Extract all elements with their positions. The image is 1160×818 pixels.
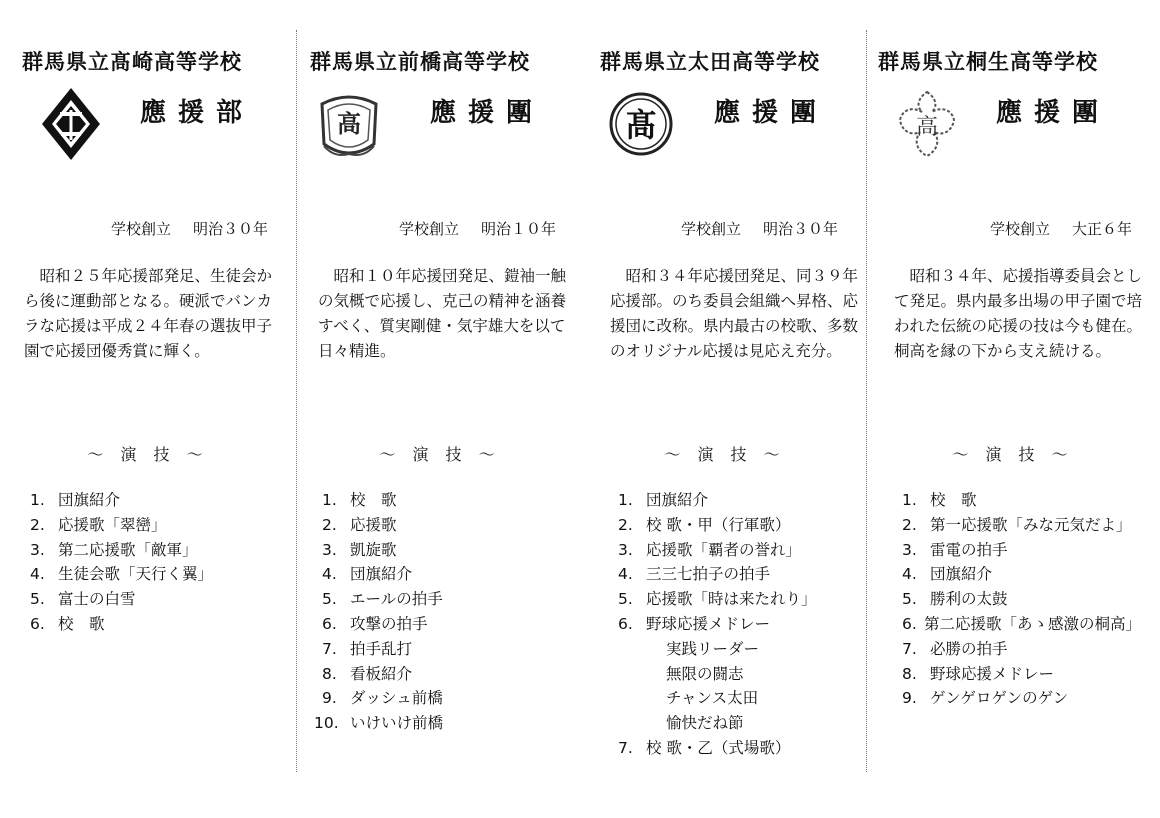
item-number: 9. xyxy=(322,689,337,708)
list-item xyxy=(322,587,443,612)
item-label: 野球応援メドレー xyxy=(930,664,1055,683)
list-item xyxy=(618,562,817,587)
founded-label: 学校創立 xyxy=(110,220,171,238)
list-item xyxy=(618,513,817,538)
list-item xyxy=(30,538,213,563)
description: 昭和３４年、応援指導委員会として発足。県内最多出場の甲子園で培われた伝統の応援の技は今も健在。桐高を縁の下から支え続ける。 xyxy=(894,267,1143,360)
list-item xyxy=(322,513,443,538)
program-heading: ～ 演 技 ～ xyxy=(379,445,501,464)
item-number: 1. xyxy=(322,491,337,509)
school-name: 群馬県立太田高等学校 xyxy=(600,49,820,74)
program-list xyxy=(30,488,213,637)
team-name: 應援團 xyxy=(714,98,829,128)
founded xyxy=(681,218,838,239)
list-item xyxy=(322,488,443,513)
ota-emblem-icon xyxy=(606,84,676,164)
item-label: 三三七拍子の拍手 xyxy=(646,565,771,584)
maebashi-emblem-icon xyxy=(314,84,384,164)
item-label: 必勝の拍手 xyxy=(930,639,1008,658)
team-name: 應援團 xyxy=(996,98,1111,128)
founded-label: 学校創立 xyxy=(989,220,1050,238)
founded xyxy=(990,218,1132,239)
founded-year: 明治３０年 xyxy=(762,220,838,238)
item-number: 7. xyxy=(902,639,917,658)
item-label: 応援歌「覇者の誉れ」 xyxy=(646,540,802,559)
item-number: 3. xyxy=(322,540,337,559)
list-item xyxy=(902,488,1141,513)
item-number: 6. xyxy=(618,614,633,633)
item-number: 2. xyxy=(30,515,45,534)
program-heading: ～ 演 技 ～ xyxy=(952,445,1074,464)
school-column-kiryu xyxy=(866,0,1160,818)
list-item xyxy=(30,513,213,538)
item-label: 凱旋歌 xyxy=(350,540,397,559)
emblem-text: 高 xyxy=(337,109,361,138)
item-label: 団旗紹介 xyxy=(350,565,413,584)
item-number: 6. xyxy=(322,614,337,633)
medley-item: チャンス太田 xyxy=(666,689,759,708)
item-label: 校 歌・乙（式場歌） xyxy=(646,738,791,757)
description: 昭和２５年応援部発足、生徒会から後に運動部となる。硬派でバンカラな応援は平成２４年春の選抜甲子園で応援団優秀賞に輝く。 xyxy=(24,267,273,360)
team-name: 應援團 xyxy=(430,98,545,128)
item-label: 校 歌 xyxy=(350,491,397,509)
item-label: 応援歌 xyxy=(350,515,397,534)
item-number: 4. xyxy=(618,565,633,584)
program-heading: ～ 演 技 ～ xyxy=(664,445,786,464)
founded-year: 明治３０年 xyxy=(192,220,268,238)
list-item xyxy=(30,488,213,513)
item-label: 雷電の拍手 xyxy=(930,540,1008,559)
list-item xyxy=(618,488,817,513)
list-item xyxy=(314,711,444,736)
item-number: 3. xyxy=(618,540,633,559)
item-number: 8. xyxy=(322,664,337,683)
item-number: 1. xyxy=(30,491,45,509)
list-item xyxy=(322,686,443,711)
medley-item: 実践リーダー xyxy=(666,639,760,658)
list-item xyxy=(902,562,1141,587)
emblem-text: 高 xyxy=(915,115,939,140)
school-name: 群馬県立桐生高等学校 xyxy=(878,49,1098,74)
item-label: 校 歌 xyxy=(58,614,105,633)
item-number: 5. xyxy=(30,590,45,609)
list-item xyxy=(322,562,443,587)
list-item xyxy=(30,562,213,587)
list-item xyxy=(902,513,1141,538)
item-number: 5. xyxy=(322,590,337,609)
item-number: 1. xyxy=(618,491,633,509)
founded-year: 明治１０年 xyxy=(480,220,556,238)
school-column-maebashi xyxy=(296,0,584,818)
item-label: 校 歌・甲（行軍歌） xyxy=(646,515,791,534)
list-item xyxy=(322,612,443,637)
item-label: 第二応援歌「敵軍」 xyxy=(58,540,198,559)
item-number: 2. xyxy=(618,515,633,534)
item-label: ダッシュ前橋 xyxy=(350,689,443,708)
school-name: 群馬県立髙崎高等学校 xyxy=(22,49,242,74)
item-label: 拍手乱打 xyxy=(350,639,413,658)
item-label: 団旗紹介 xyxy=(930,565,993,584)
item-number: 4. xyxy=(902,565,917,584)
kiryu-emblem-icon xyxy=(892,84,962,164)
description: 昭和１０年応援団発足、鎧袖一触の気概で応援し、克己の精神を涵養すべく、質実剛健・気宇雄大を以て日々精進。 xyxy=(318,267,567,360)
item-label: いけいけ前橋 xyxy=(350,714,444,733)
list-item xyxy=(322,637,443,662)
item-number: 7. xyxy=(322,639,337,658)
item-number: 3. xyxy=(902,540,917,559)
founded xyxy=(111,218,268,239)
founded-label: 学校創立 xyxy=(680,220,741,238)
medley-item: 無限の闘志 xyxy=(666,664,744,683)
school-name: 群馬県立前橋高等学校 xyxy=(310,49,530,74)
item-label: エールの拍手 xyxy=(350,590,443,609)
item-label: 勝利の太鼓 xyxy=(930,590,1008,609)
item-label: 第一応援歌「みな元気だよ」 xyxy=(930,515,1132,534)
list-item xyxy=(902,662,1141,687)
program-list xyxy=(902,488,1141,711)
item-label: 応援歌「時は来たれり」 xyxy=(646,590,817,609)
list-item xyxy=(618,736,817,761)
list-item xyxy=(618,612,817,637)
program-heading: ～ 演 技 ～ xyxy=(87,445,209,464)
item-number: 3. xyxy=(30,540,45,559)
item-number: 6. xyxy=(902,614,917,633)
item-number: 4. xyxy=(322,565,337,584)
item-number: 10. xyxy=(314,714,339,733)
founded-label: 学校創立 xyxy=(398,220,459,238)
list-item xyxy=(902,612,1141,637)
list-item xyxy=(322,538,443,563)
program-list xyxy=(618,488,817,761)
item-number: 9. xyxy=(902,689,917,708)
item-label: 第二応援歌「あゝ感激の桐高」 xyxy=(924,614,1142,633)
item-number: 6. xyxy=(30,614,45,633)
item-number: 7. xyxy=(618,738,633,757)
item-label: 看板紹介 xyxy=(350,664,413,683)
takasaki-emblem-icon xyxy=(36,84,106,164)
item-label: 富士の白雪 xyxy=(58,590,136,609)
list-item xyxy=(30,612,213,637)
list-item xyxy=(618,538,817,563)
list-item xyxy=(902,587,1141,612)
item-label: 校 歌 xyxy=(930,491,977,509)
school-column-ota xyxy=(584,0,866,818)
item-number: 1. xyxy=(902,491,917,509)
item-number: 4. xyxy=(30,565,45,584)
list-item xyxy=(322,662,443,687)
list-item xyxy=(30,587,213,612)
medley-item: 愉快だね節 xyxy=(666,714,744,733)
item-number: 8. xyxy=(902,664,917,683)
item-label: 応援歌「翠巒」 xyxy=(58,515,167,534)
item-number: 2. xyxy=(322,515,337,534)
list-item xyxy=(902,637,1141,662)
list-item xyxy=(902,686,1141,711)
team-name: 應援部 xyxy=(140,98,255,128)
description: 昭和３４年応援団発足、同３９年応援部。のち委員会組織へ昇格、応援団に改称。県内最古の校歌、多数のオリジナル応援は見応え充分。 xyxy=(610,267,859,360)
item-number: 5. xyxy=(618,590,633,609)
school-column-takasaki xyxy=(0,0,296,818)
item-label: ゲンゲロゲンのゲン xyxy=(930,689,1069,708)
item-label: 団旗紹介 xyxy=(646,491,709,509)
item-number: 5. xyxy=(902,590,917,609)
emblem-text: 髙 xyxy=(624,106,658,144)
list-item xyxy=(902,538,1141,563)
item-label: 団旗紹介 xyxy=(58,491,121,509)
founded-year: 大正６年 xyxy=(1071,220,1132,238)
item-label: 生徒会歌「天行く翼」 xyxy=(58,565,214,584)
founded xyxy=(399,218,556,239)
item-number: 2. xyxy=(902,515,917,534)
program-list xyxy=(314,488,444,736)
item-label: 攻撃の拍手 xyxy=(350,614,428,633)
list-item xyxy=(618,587,817,612)
item-label: 野球応援メドレー xyxy=(646,614,771,633)
